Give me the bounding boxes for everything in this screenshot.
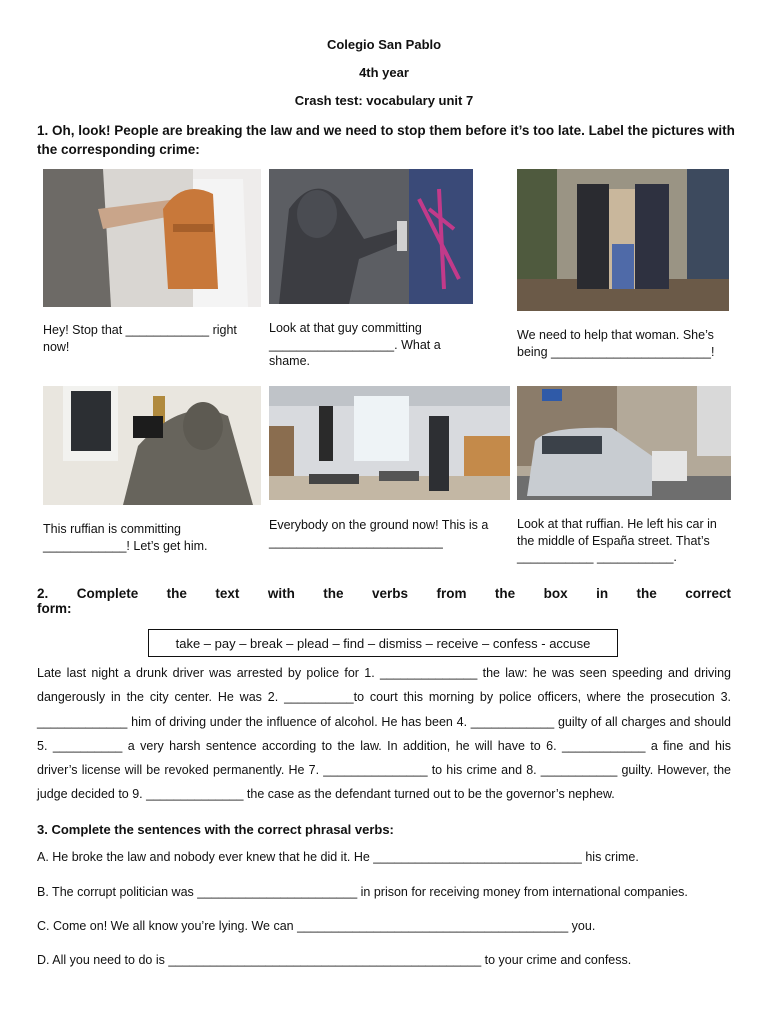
caption-5: Everybody on the ground now! This is a _________________________ — [269, 518, 489, 549]
bank-robbery-photo — [269, 386, 510, 500]
graffiti-vandalism-photo — [269, 169, 473, 304]
verb-box: take – pay – break – plead – find – dismiss – receive – confess - accuse — [148, 629, 618, 657]
kidnapping-photo — [517, 169, 729, 311]
pickpocketing-photo — [43, 169, 261, 307]
question-2-prompt: 2. Complete the text with the verbs from the box in the correct form: — [37, 586, 731, 616]
year-label: 4th year — [359, 65, 409, 80]
illegal-parking-photo — [517, 386, 731, 500]
sentence-b: B. The corrupt politician was _______________________ in prison for receiving money from international companies. — [37, 885, 688, 899]
question-2-text: Late last night a drunk driver was arrested by police for 1. ______________ the law: he was seen speeding and driving dangerously in the city center. He was 2. __________to court this morning by police officers, where the prosecution 3. _____________ him of driving under the influence of alcohol. He has been 4. ____________ guilty of all charges and should 5. __________ a very harsh sentence according to the law. In addition, he will have to 6. ____________ a fine and his driver’s license will be revoked permanently. He 7. _______________ to his crime and 8. ___________ guilty. However, the judge decided to 9. ______________ the case as the defendant turned out to be the governor’s nephew. — [37, 666, 731, 802]
sentence-a: A. He broke the law and nobody ever knew that he did it. He ______________________________ his crime. — [37, 850, 639, 864]
question-3-prompt: 3. Complete the sentences with the correct phrasal verbs: — [37, 822, 394, 837]
caption-1: Hey! Stop that ____________ right now! — [43, 323, 237, 354]
sentence-c: C. Come on! We all know you’re lying. We can _______________________________________ you. — [37, 919, 596, 933]
school-name: Colegio San Pablo — [326, 37, 442, 52]
question-1-prompt: 1. Oh, look! People are breaking the law and we need to stop them before it’s too late. Label the pictures with the corresponding crime: — [37, 123, 735, 157]
caption-4: This ruffian is committing ____________! Let’s get him. — [43, 522, 208, 553]
caption-6: Look at that ruffian. He left his car in the middle of España street. That’s ___________ ___________. — [517, 517, 717, 564]
burglary-photo — [43, 386, 261, 505]
test-title: Crash test: vocabulary unit 7 — [294, 93, 474, 108]
sentence-d: D. All you need to do is _____________________________________________ to your crime and confess. — [37, 953, 632, 967]
caption-3: We need to help that woman. She’s being _______________________! — [517, 328, 715, 359]
caption-2: Look at that guy committing __________________. What a shame. — [269, 321, 441, 368]
